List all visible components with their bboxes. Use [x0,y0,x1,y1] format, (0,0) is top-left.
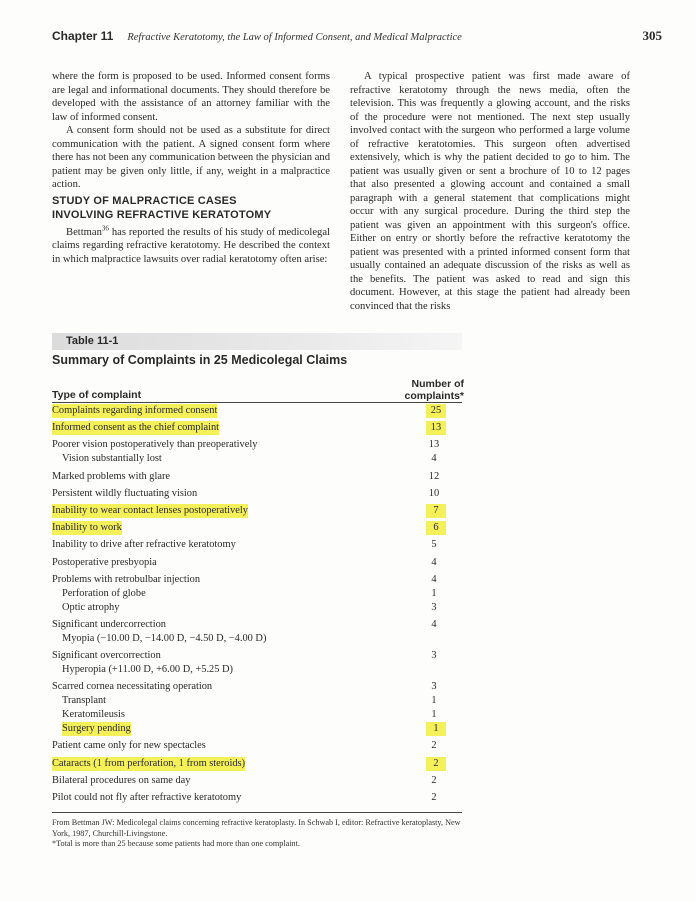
table-title: Summary of Complaints in 25 Medicolegal Claims [52,353,348,367]
table-row [52,649,462,663]
complaint-type: Inability to wear contact lenses postoperatively [52,504,248,516]
complaint-type: Inability to work [52,522,122,534]
table-row [52,538,462,552]
complaint-type: Complaints regarding informed consent [52,405,218,416]
table-row [52,791,462,805]
complaint-type: Optic atrophy [62,601,120,613]
complaint-type: Informed consent as the chief complaint [52,422,220,434]
complaint-type: Cataracts (1 from perforation, 1 from steroids) [52,757,246,769]
running-head [52,28,662,46]
complaint-type: Poorer vision postoperatively than preoperatively [52,439,258,451]
complaint-count: 5 [431,539,437,551]
table-row [52,722,462,736]
complaint-count: 2 [431,774,437,786]
complaint-type: Significant overcorrection [52,650,161,662]
table-row [52,421,462,435]
complaint-type: Problems with retrobulbar injection [52,573,201,585]
citation-ref: 36 [101,223,109,232]
table-row [52,487,462,501]
complaint-type: Pilot could not fly after refractive keratotomy [52,792,242,803]
chapter-title: Refractive Keratotomy, the Law of Informed Consent, and Medical Malpractice [127,32,462,43]
right-paragraph-1: A typical prospective patient was first made aware of refractive keratotomy through the news media, often the television. This was frequently a glowing account, and the risks of the procedure were not mentioned. The next step usually involved contact with the surgeon who performed a large volume of refractive keratotomies. This surgeon often advertised extensively, which is why the patient decided to go to him. The patient was usually given or sent a brochure of 10 to 12 pages that also presented a glowing account and contained a small paragraph with a general statement that complications might occur with any surgical procedure. During the third step the patient was given an appointment with this surgeon's office. Either on entry or shortly before the refractive keratotomy the patient was presented with a printed informed consent form that usually contained an adequate discussion of the risks as well as the benefits. The patient was asked to read and sign this document. However, at this stage the patient had already been convinced that the risks [350,71,630,312]
footnote-asterisk: *Total is more than 25 because some patients had more than one complaint. [52,839,300,848]
complaint-type: Hyperopia (+11.00 D, +6.00 D, +5.25 D) [62,664,234,676]
table-label: Table 11-1 [66,335,119,347]
complaint-count: 1 [426,722,446,736]
complaint-type: Transplant [62,695,107,707]
table-row [52,587,462,601]
table-row [52,663,462,677]
complaint-count: 12 [428,470,440,482]
complaint-count: 4 [431,556,437,568]
section-heading [52,194,330,222]
table-row [52,618,462,632]
complaint-type: Vision substantially lost [62,453,162,465]
table-row [52,774,462,788]
complaint-type: Perforation of globe [62,587,146,599]
section-heading-line-2: INVOLVING REFRACTIVE KERATOTOMY [52,208,272,221]
complaint-count: 13 [428,439,440,451]
complaint-count: 1 [431,695,437,707]
table-row [52,757,462,771]
complaint-count: 4 [431,453,437,465]
complaint-count: 25 [426,404,446,418]
complaint-count: 13 [426,421,446,435]
column-header-number [404,378,464,402]
complaint-type: Significant undercorrection [52,618,166,630]
table-row [52,708,462,722]
table-row [52,504,462,518]
complaint-count: 2 [431,740,437,752]
table-row [52,680,462,694]
complaint-count: 6 [426,521,446,535]
complaint-count: 3 [431,681,437,693]
complaint-type: Patient came only for new spectacles [52,740,206,752]
table-header-rule [52,402,462,403]
table-row [52,739,462,753]
table-row [52,452,462,466]
left-paragraph-3 [52,223,330,267]
table-row [52,521,462,535]
citation-author: Bettman [66,226,102,238]
table-bottom-rule [52,812,462,813]
chapter-number: Chapter 11 [52,29,114,43]
complaint-count: 4 [431,573,437,585]
table-body [52,404,462,805]
section-heading-line-1: STUDY OF MALPRACTICE CASES [52,194,237,207]
complaint-type: Persistent wildly fluctuating vision [52,487,198,499]
complaint-type: Bilateral procedures on same day [52,774,191,786]
complaint-type: Myopia (−10.00 D, −14.00 D, −4.50 D, −4.00 D) [62,632,267,644]
footnote-source: From Bettman JW: Medicolegal claims concerning refractive keratoplasty. In Schwab I, editor: Refractive keratoplasty, New York, 1987, Churchill-Livingstone. [52,818,461,838]
table-row [52,601,462,615]
complaint-count: 1 [431,587,437,599]
table-row [52,573,462,587]
table-row [52,694,462,708]
right-column [350,70,630,313]
complaint-count: 2 [426,757,446,771]
left-paragraph-1: where the form is proposed to be used. Informed consent forms are legal and informational documents. They should therefore be developed with the assistance of an attorney familiar with the law of informed consent. [52,71,330,123]
column-header-number-line-2: complaints* [404,390,464,402]
complaint-type: Scarred cornea necessitating operation [52,681,213,693]
table-row [52,632,462,646]
left-paragraph-2: A consent form should not be used as a substitute for direct communication with the patient. A signed consent form where there has not been any communication between the physician and patient may be given only little, if any, weight in a malpractice action. [52,125,330,190]
complaint-count: 4 [431,618,437,630]
column-header-number-line-1: Number of [411,378,464,390]
complaint-count: 10 [428,487,440,499]
complaint-type: Postoperative presbyopia [52,556,157,568]
complaint-count: 7 [426,504,446,518]
complaint-type: Marked problems with glare [52,470,171,482]
complaint-count: 3 [431,601,437,613]
complaint-type: Keratomileusis [62,709,125,721]
left-paragraph-3-text: has reported the results of his study of medicolegal claims regarding refractive keratotomy. He described the context in which malpractice lawsuits over radial keratotomy often arise: [52,226,330,265]
table-row [52,438,462,452]
complaint-count: 3 [431,650,437,662]
complaint-type: Inability to drive after refractive keratotomy [52,539,236,551]
complaint-type: Surgery pending [62,723,131,735]
column-header-type: Type of complaint [52,389,142,401]
page-number: 305 [642,28,662,43]
complaint-count: 2 [431,792,437,803]
table-row [52,470,462,484]
complaint-count: 1 [431,709,437,721]
table-footnotes [52,818,472,850]
table-row [52,556,462,570]
table-row [52,404,462,418]
left-column [52,70,330,266]
